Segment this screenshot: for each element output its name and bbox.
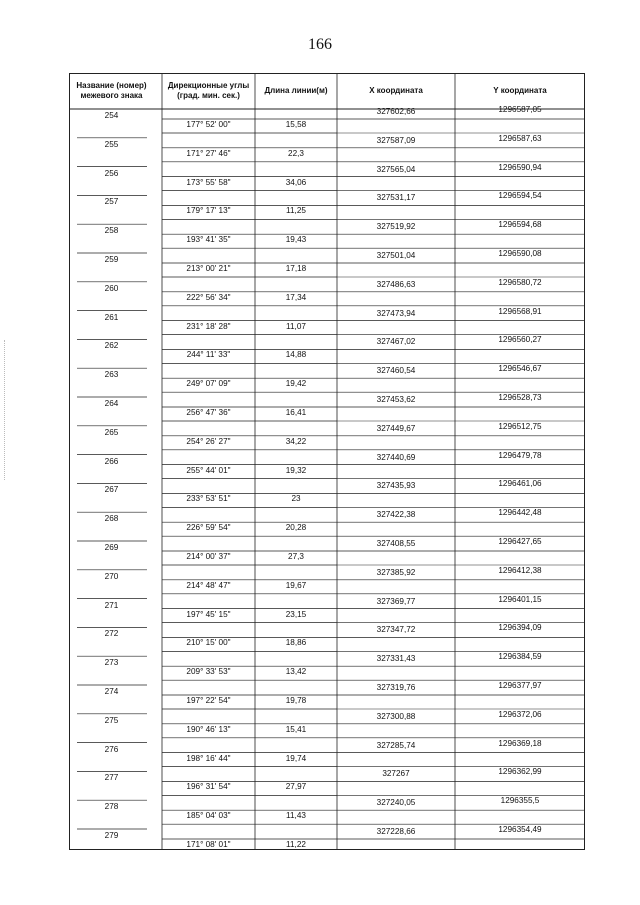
point-x: 327240,05 (376, 798, 416, 808)
header-name: Название (номер) межевого знака (76, 81, 147, 100)
header-y: Y координата (493, 86, 547, 95)
segment-angle: 210° 15' 00" (186, 638, 231, 648)
point-x: 327602,66 (376, 107, 416, 116)
point-x: 327449,67 (376, 423, 416, 433)
segment-length: 19,32 (285, 465, 307, 475)
segment-length: 19,42 (285, 379, 307, 389)
point-name: 266 (104, 456, 119, 466)
point-name: 262 (104, 341, 119, 351)
point-x: 327228,66 (376, 827, 416, 836)
header-angle: Дирекционные углы (град. мин. сек.) (167, 81, 250, 100)
point-x: 327519,92 (376, 222, 416, 232)
point-y: 1296590,08 (498, 249, 542, 258)
point-x: 327467,02 (376, 337, 416, 347)
point-name: 265 (104, 427, 119, 437)
point-y: 1296590,94 (498, 162, 542, 172)
segment-angle: 254° 26' 27" (186, 436, 231, 446)
point-x: 327565,04 (376, 164, 416, 174)
point-name: 256 (104, 168, 119, 178)
segment-length: 16,41 (285, 408, 307, 417)
segment-angle: 197° 22' 54" (186, 696, 231, 705)
point-name: 270 (104, 571, 119, 581)
segment-angle: 173° 55' 58" (186, 177, 231, 187)
segment-angle: 198° 16' 44" (186, 753, 231, 763)
segment-length: 27,97 (285, 782, 307, 792)
point-x: 327587,09 (376, 135, 416, 145)
point-name: 279 (104, 831, 119, 840)
point-name: 257 (104, 197, 119, 207)
point-x: 327331,43 (376, 654, 416, 664)
segment-length: 19,74 (285, 753, 307, 763)
point-x: 327408,55 (376, 539, 416, 548)
point-y: 1296461,06 (498, 479, 542, 489)
segment-angle: 255° 44' 01" (186, 465, 231, 475)
segment-length: 14,88 (285, 350, 307, 360)
segment-angle: 179° 17' 13" (186, 206, 231, 216)
segment-angle: 197° 45' 15" (186, 609, 231, 619)
segment-angle: 256° 47' 36" (186, 408, 231, 417)
segment-length: 11,22 (286, 840, 306, 849)
point-x: 327486,63 (376, 279, 416, 289)
point-name: 267 (104, 485, 119, 495)
segment-length: 11,07 (286, 321, 306, 331)
point-name: 263 (104, 370, 119, 380)
point-name: 258 (104, 226, 119, 236)
point-y: 1296587,05 (498, 105, 542, 114)
segment-length: 18,86 (285, 638, 307, 648)
segment-angle: 214° 00' 37" (186, 552, 231, 561)
point-name: 268 (104, 514, 119, 524)
segment-angle: 190° 46' 13" (186, 724, 231, 734)
header-length: Длина линии(м) (264, 86, 328, 95)
point-x: 327460,54 (376, 366, 416, 376)
point-x: 327319,76 (376, 683, 416, 692)
segment-angle: 226° 59' 54" (186, 523, 231, 533)
point-x: 327267 (382, 769, 410, 779)
segment-length: 11,25 (286, 206, 306, 216)
point-x: 327453,62 (376, 395, 416, 404)
point-name: 272 (104, 629, 119, 639)
point-x: 327369,77 (376, 596, 416, 606)
point-name: 275 (104, 715, 119, 725)
segment-angle: 244° 11' 33" (186, 350, 231, 360)
segment-angle: 233° 53' 51" (186, 494, 231, 504)
point-y: 1296427,65 (498, 537, 542, 546)
point-y: 1296587,63 (498, 133, 542, 143)
segment-length: 34,06 (285, 177, 307, 187)
segment-angle: 193° 41' 35" (186, 235, 231, 245)
point-x: 327347,72 (376, 625, 416, 635)
segment-length: 15,58 (285, 120, 307, 129)
point-y: 1296528,73 (498, 393, 542, 402)
point-name: 260 (104, 283, 119, 293)
segment-length: 20,28 (285, 523, 307, 533)
segment-length: 27,3 (288, 552, 304, 561)
header-x: X координата (369, 86, 423, 95)
point-y: 1296546,67 (498, 364, 542, 374)
segment-angle: 196° 31' 54" (186, 782, 231, 792)
point-y: 1296372,06 (498, 709, 542, 719)
point-name: 254 (104, 111, 119, 120)
segment-length: 15,41 (285, 724, 307, 734)
point-y: 1296355,5 (500, 796, 540, 806)
segment-angle: 171° 27' 46" (186, 148, 231, 158)
point-y: 1296580,72 (498, 277, 542, 287)
segment-angle: 177° 52' 00" (186, 120, 231, 129)
point-name: 255 (104, 139, 119, 149)
point-x: 327440,69 (376, 452, 416, 462)
point-name: 264 (104, 399, 119, 408)
point-name: 278 (104, 802, 119, 812)
point-x: 327473,94 (376, 308, 416, 318)
point-x: 327300,88 (376, 711, 416, 721)
point-y: 1296560,27 (498, 335, 542, 345)
segment-angle: 171° 08' 01" (186, 840, 231, 849)
point-y: 1296479,78 (498, 450, 542, 460)
segment-length: 34,22 (285, 436, 307, 446)
point-name: 273 (104, 658, 119, 668)
segment-length: 22,3 (288, 148, 304, 158)
segment-angle: 249° 07' 09" (186, 379, 231, 389)
segment-angle: 222° 56' 34" (186, 292, 231, 302)
point-y: 1296594,68 (498, 220, 542, 230)
segment-length: 19,43 (285, 235, 307, 245)
point-name: 271 (104, 600, 119, 610)
segment-length: 23,15 (285, 609, 307, 619)
segment-angle: 231° 18' 28" (186, 321, 231, 331)
point-name: 276 (104, 744, 119, 754)
point-name: 269 (104, 543, 119, 552)
segment-length: 19,78 (285, 696, 307, 705)
segment-length: 19,67 (285, 580, 307, 590)
point-y: 1296594,54 (498, 191, 542, 201)
point-y: 1296412,38 (498, 565, 542, 575)
margin-mark (4, 340, 6, 480)
boundary-coordinates-table (69, 73, 585, 850)
point-y: 1296369,18 (498, 738, 542, 748)
segment-angle: 209° 33' 53" (186, 667, 231, 677)
point-x: 327285,74 (376, 740, 416, 750)
point-name: 261 (104, 312, 119, 322)
segment-angle: 185° 04' 03" (186, 811, 231, 821)
point-x: 327422,38 (376, 510, 416, 520)
point-x: 327531,17 (376, 193, 416, 203)
segment-length: 17,34 (285, 292, 307, 302)
point-name: 274 (104, 687, 119, 696)
point-name: 259 (104, 255, 119, 264)
point-x: 327435,93 (376, 481, 416, 491)
segment-length: 13,42 (285, 667, 307, 677)
page-number: 166 (308, 36, 332, 53)
point-y: 1296394,09 (498, 623, 542, 633)
segment-length: 17,18 (285, 264, 307, 273)
point-y: 1296377,97 (498, 681, 542, 690)
point-x: 327501,04 (376, 251, 416, 260)
segment-angle: 213° 00' 21" (186, 264, 231, 273)
point-y: 1296362,99 (498, 767, 542, 777)
point-y: 1296354,49 (498, 825, 542, 834)
point-y: 1296568,91 (498, 306, 542, 316)
segment-angle: 214° 48' 47" (186, 580, 231, 590)
point-y: 1296401,15 (498, 594, 542, 604)
point-y: 1296384,59 (498, 652, 542, 662)
segment-length: 23 (291, 494, 301, 504)
point-y: 1296512,75 (498, 421, 542, 431)
point-x: 327385,92 (376, 567, 416, 577)
segment-length: 11,43 (286, 811, 306, 821)
point-y: 1296442,48 (498, 508, 542, 518)
point-name: 277 (104, 773, 119, 783)
